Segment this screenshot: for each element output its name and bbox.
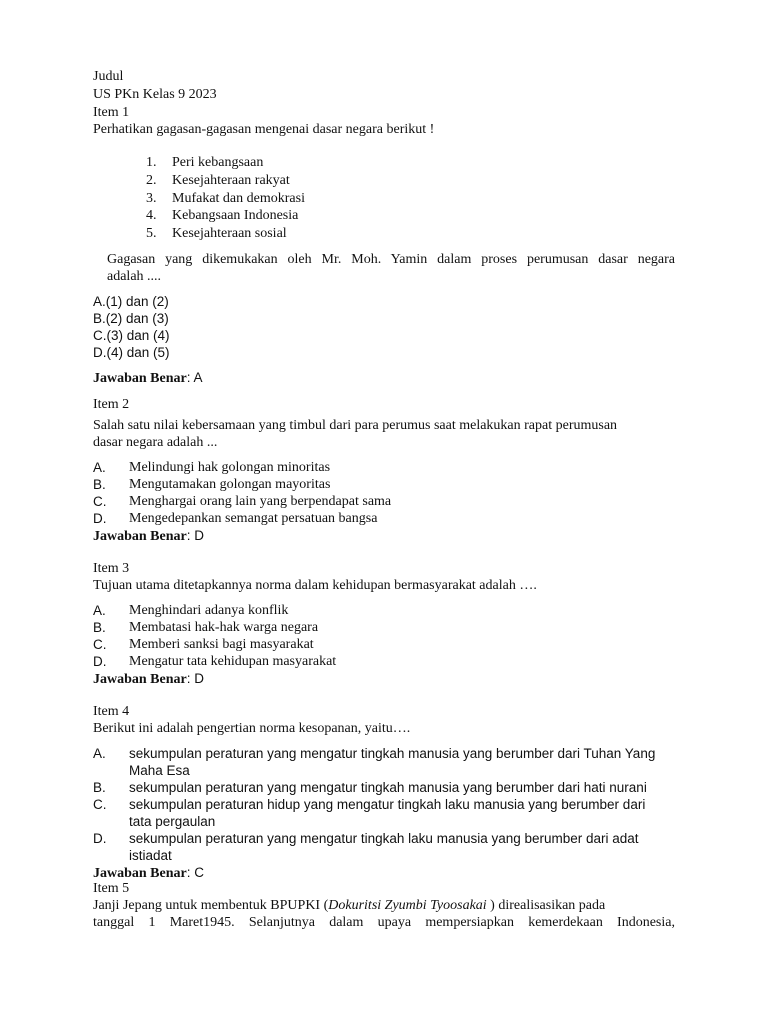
item-4-label: Item 4 xyxy=(93,704,130,719)
answer-value: : D xyxy=(186,528,204,543)
document-title: US PKn Kelas 9 2023 xyxy=(93,87,217,102)
item-5-line-1: Janji Jepang untuk membentuk BPUPKI (Dokuritsi Zyumbi Tyoosakai ) direalisasikan pada xyxy=(93,898,606,913)
item-1-question: Perhatikan gagasan-gagasan mengenai dasar negara berikut ! xyxy=(93,122,435,137)
answer-value: : D xyxy=(186,671,204,686)
answer-label: Jawaban Benar xyxy=(93,371,187,386)
answer-value: : C xyxy=(186,865,204,880)
item-3-question: Tujuan utama ditetapkannya norma dalam kehidupan bermasyarakat adalah …. xyxy=(93,578,537,593)
item-4-question: Berikut ini adalah pengertian norma kesopanan, yaitu…. xyxy=(93,721,411,736)
item-1-option-b: B.(2) dan (3) xyxy=(93,311,169,326)
item-3-label: Item 3 xyxy=(93,561,130,576)
document-label: Judul xyxy=(93,69,124,84)
document-page: Judul US PKn Kelas 9 2023 Item 1 Perhatikan gagasan-gagasan mengenai dasar negara berikut ! 1. Peri kebangsaan 2. Kesejahteraan rakyat 3. Mufakat dan demokrasi 4. Kebangsaan Indonesia 5. Kesejahteraan sosial Gagasan yang dikemukakan oleh Mr. Moh. Yamin dalam proses perumusan dasar negara adalah .... A.(1) dan (2) B.(2) dan (3) C.(3) dan (4) D.(4) dan (5) Jawaban Benar: A Item 2 Salah satu nilai kebersamaan yang timbul dari para perumus saat melakukan rapat perumusan dasar negara adalah ... A. Melindungi hak golongan minoritas B. Mengutamakan golongan mayoritas C. Menghargai orang lain yang berpendapat sama D. Mengedepankan semangat persatuan bangsa Jawaban Benar: D Item 3 Tujuan utama ditetapkannya norma dalam kehidupan bermasyarakat adalah …. A. Menghindari adanya konflik B. Membatasi hak-hak warga negara C. Memberi sanksi bagi masyarakat D. Mengatur tata kehidupan masyarakat Jawaban Benar: D Item 4 Berikut ini adalah pengertian norma kesopanan, yaitu…. A. sekumpulan peraturan yang mengatur tingkah manusia yang berumber dari Tuhan Yang Maha Esa B. sekumpulan peraturan yang mengatur tingkah manusia yang berumber dari hati nurani C. sekumpulan peraturan hidup yang mengatur tingkah laku manusia yang berumber dari tata pergaulan D. sekumpulan peraturan yang mengatur tingkah laku manusia yang berumber dari adat istiadat Jawaban Benar: C Item 5 Janji Jepang untuk membentuk BPUPKI (Dokuritsi Zyumbi Tyoosakai ) direalisasikan pada tanggal 1 Maret1945. Selanjutnya dalam upaya mempersiapkan kemerdekaan Indonesia, xyxy=(93,69,675,930)
answer-label: Jawaban Benar xyxy=(93,866,187,881)
item-1-question-line-1: Gagasan yang dikemukakan oleh Mr. Moh. Yamin dalam proses perumusan dasar negara xyxy=(107,252,675,267)
item-2-question-line-2: dasar negara adalah ... xyxy=(93,435,218,450)
answer-value: : A xyxy=(186,370,203,385)
item-2-label: Item 2 xyxy=(93,397,130,412)
item-3-answer xyxy=(93,670,204,688)
item-2-question-line-1: Salah satu nilai kebersamaan yang timbul dari para perumus saat melakukan rapat perumusan xyxy=(93,418,618,433)
item-1-option-c: C.(3) dan (4) xyxy=(93,328,170,343)
item-1-option-a: A.(1) dan (2) xyxy=(93,294,169,309)
item-1-answer xyxy=(93,369,203,387)
item-5-line-2: tanggal 1 Maret1945. Selanjutnya dalam upaya mempersiapkan kemerdekaan Indonesia, xyxy=(93,915,675,930)
item-1-label: Item 1 xyxy=(93,105,130,120)
answer-label: Jawaban Benar xyxy=(93,529,187,544)
item-2-answer xyxy=(93,527,204,545)
answer-label: Jawaban Benar xyxy=(93,672,187,687)
item-1-option-d: D.(4) dan (5) xyxy=(93,345,170,360)
item-1-question-line-2: adalah .... xyxy=(107,269,162,284)
italic-term: Dokuritsi Zyumbi Tyoosakai xyxy=(328,898,487,913)
item-5-label: Item 5 xyxy=(93,881,130,896)
